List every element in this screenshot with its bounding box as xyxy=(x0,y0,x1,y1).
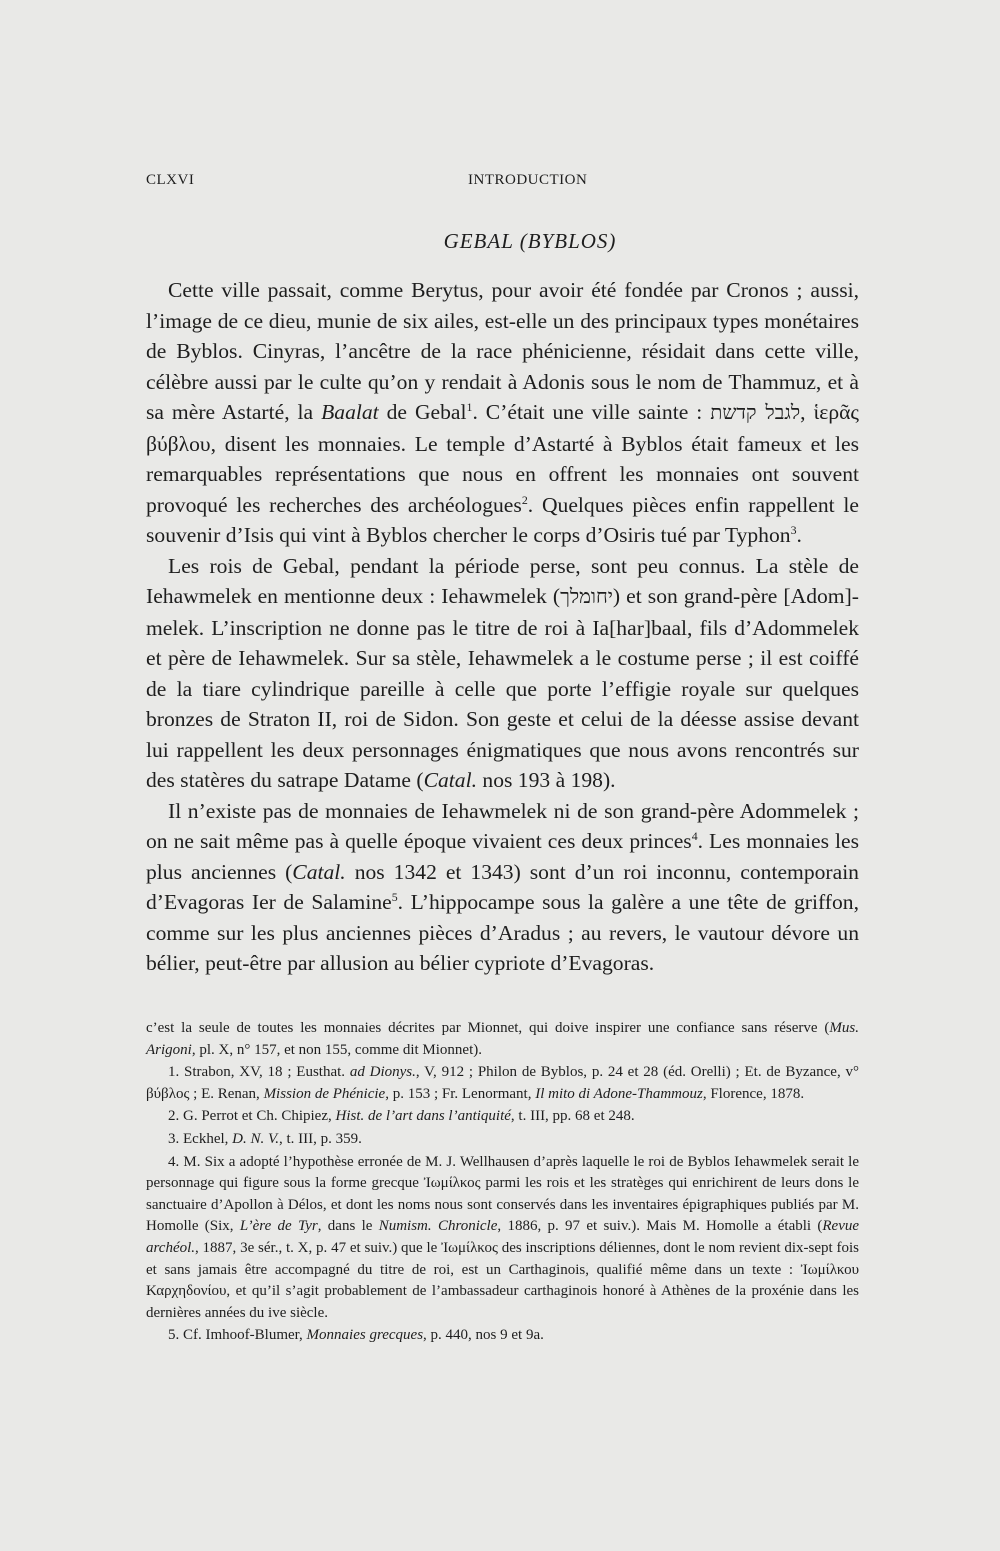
italic-term: Catal. xyxy=(292,859,346,884)
footnote-4 xyxy=(146,1152,859,1325)
section-title: GEBAL (BYBLOS) xyxy=(443,229,617,253)
footnote-ref: 5 xyxy=(391,889,398,904)
text-run: , V, 912 ; Philon de Byblos, p. 24 et 28 (éd. Orelli) ; Et. de Byzance, v° βύβλος ; E. Renan, xyxy=(146,1064,860,1102)
text-run: 1. Strabon, XV, 18 ; Eusthat. xyxy=(168,1064,350,1081)
italic-term: Mission de Phénicie xyxy=(263,1085,386,1102)
text-run: 4. M. Six a adopté l’hypothèse erronée de M. J. Wellhausen d’après laquelle le roi de Byblos Iehawmelek serait le personnage qui figure sous la forme grecque Ἰωμίλκος parmi les rois et les stratèges qui enrichirent de leurs dons le sanctuaire d’Apollon à Délos, et dont les noms nous sont conservés dans les inventaires épigraphiques publiés par M. Homolle (Six, xyxy=(146,1153,859,1235)
page-header xyxy=(146,172,856,194)
paragraph-3 xyxy=(146,796,859,979)
text-run: , t. III, p. 359. xyxy=(278,1130,362,1147)
hebrew-inscription: לגבל קדשת xyxy=(710,401,801,424)
text-run: . L’hippocampe sous la galère a une tête de griffon, comme sur les plus anciennes pièces d’Aradus ; au revers, le vautour dévore un bélier, peut-être par allusion au bélier cypriote d’Evagoras. xyxy=(146,890,859,975)
italic-term: Revue archéol. xyxy=(146,1218,860,1256)
text-run: . C’était une ville sainte : xyxy=(472,400,711,424)
italic-term: Baalat xyxy=(321,400,379,424)
italic-term: L’ère de Tyr xyxy=(239,1218,318,1235)
running-title: INTRODUCTION xyxy=(468,172,588,188)
text-run: , p. 153 ; Fr. Lenormant, xyxy=(385,1085,536,1102)
text-run: , t. III, pp. 68 et 248. xyxy=(510,1108,635,1125)
text-run: , Florence, 1878. xyxy=(702,1085,805,1102)
text-run: . xyxy=(796,523,802,547)
folio-number: CLXVI xyxy=(146,172,195,188)
italic-term: Hist. de l’art dans l’antiquité xyxy=(335,1108,511,1125)
text-run: c’est la seule de toutes les monnaies décrites par Mionnet, qui doive inspirer une confiance sans réserve ( xyxy=(146,1020,830,1036)
paragraph-1 xyxy=(146,275,859,551)
italic-term: Il mito di Adone-Thammouz xyxy=(535,1085,703,1102)
text-run: , p. 440, nos 9 et 9a. xyxy=(423,1327,544,1344)
italic-term: D. N. V. xyxy=(232,1130,279,1147)
body-text xyxy=(146,275,859,979)
footnote-ref: 1 xyxy=(466,399,473,414)
italic-term: Mus. Arigoni xyxy=(146,1020,859,1058)
footnote-2 xyxy=(146,1106,859,1128)
text-run: . Quelques pièces enfin rappellent le souvenir d’Isis qui vint à Byblos chercher le corps d’Osiris tué par Typhon xyxy=(146,492,860,547)
text-run: . Les monnaies les plus anciennes ( xyxy=(146,829,859,884)
footnotes xyxy=(146,1018,859,1348)
text-run: , ἱερᾶς βύβλου, disent les monnaies. Le temple d’Astarté à Byblos était fameux et les remarquables représentations que nous en offrent les monnaies ont souvent provoqué les recherches des archéologues xyxy=(146,400,859,517)
footnote-ref: 3 xyxy=(790,522,797,537)
footnote-ref: 2 xyxy=(521,492,528,507)
text-run: de Gebal xyxy=(378,400,467,424)
italic-term: Catal. xyxy=(423,768,478,792)
text-run: Cette ville passait, comme Berytus, pour avoir été fondée par Cronos ; aussi, l’image de ce dieu, munie de six ailes, est-elle un des principaux types monétaires de Byblos. Cinyras, l’ancêtre de la race phénicienne, résidait dans cette ville, célèbre aussi par le culte qu’on y rendait à Adonis sous le nom de Thammuz, et à sa mère Astarté, la xyxy=(146,278,859,424)
footnote-5 xyxy=(146,1325,859,1347)
italic-term: Monnaies grecques xyxy=(306,1327,424,1344)
text-run: 3. Eckhel, xyxy=(168,1130,233,1147)
footnote-ref: 4 xyxy=(691,828,698,843)
italic-term: ad Dionys. xyxy=(349,1064,416,1081)
hebrew-inscription: יחומלך xyxy=(560,585,613,608)
text-run: Les rois de Gebal, pendant la période perse, sont peu connus. La stèle de Iehawmelek en mentionne deux : Iehawmelek ( xyxy=(146,553,859,608)
footnote-3 xyxy=(146,1129,859,1151)
paragraph-2 xyxy=(146,551,859,796)
text-run: , 1886, p. 97 et suiv.). Mais M. Homolle a établi ( xyxy=(497,1218,823,1235)
text-run: 2. G. Perrot et Ch. Chipiez, xyxy=(168,1108,336,1125)
footnote-1 xyxy=(146,1062,859,1105)
text-run: nos 1342 et 1343) sont d’un roi inconnu, contemporain d’Evagoras Ier de Salamine xyxy=(146,859,859,914)
text-run: nos 193 à 198). xyxy=(477,768,616,792)
italic-term: Numism. Chronicle xyxy=(378,1218,498,1235)
text-run: , pl. X, n° 157, et non 155, comme dit Mionnet). xyxy=(191,1041,482,1058)
footnote-carryover xyxy=(146,1018,859,1061)
text-run: ) et son grand-père [Adom]-melek. L’inscription ne donne pas le titre de roi à Ia[har]baal, fils d’Adommelek et père de Iehawmelek. Sur sa stèle, Iehawmelek a le costume perse ; il est coiffé de la tiare cylindrique pareille à celle que porte l’effigie royale sur quelques bronzes de Straton II, roi de Sidon. Son geste et celui de la déesse assise devant lui rappellent les deux personnages énigmatiques que nous avons rencontrés sur des statères du satrape Datame ( xyxy=(146,584,859,792)
text-run: Il n’existe pas de monnaies de Iehawmelek ni de son grand-père Adommelek ; on ne sait même pas à quelle époque vivaient ces deux princes xyxy=(146,798,859,853)
text-run: , dans le xyxy=(317,1218,379,1235)
text-run: 5. Cf. Imhoof-Blumer, xyxy=(168,1327,307,1344)
text-run: , 1887, 3e sér., t. X, p. 47 et suiv.) que le Ἰωμίλκος des inscriptions déliennes, dont le nom revient dix-sept fois et sans jamais être accompagné du titre de roi, est un Carthaginois, qualifié même dans un texte : Ἰωμίλκου Καρχηδονίου, et qu’il s’agit probablement de l’ambassadeur carthaginois honoré à Athènes de la proxénie dans les dernières années du ive siècle. xyxy=(146,1239,859,1321)
